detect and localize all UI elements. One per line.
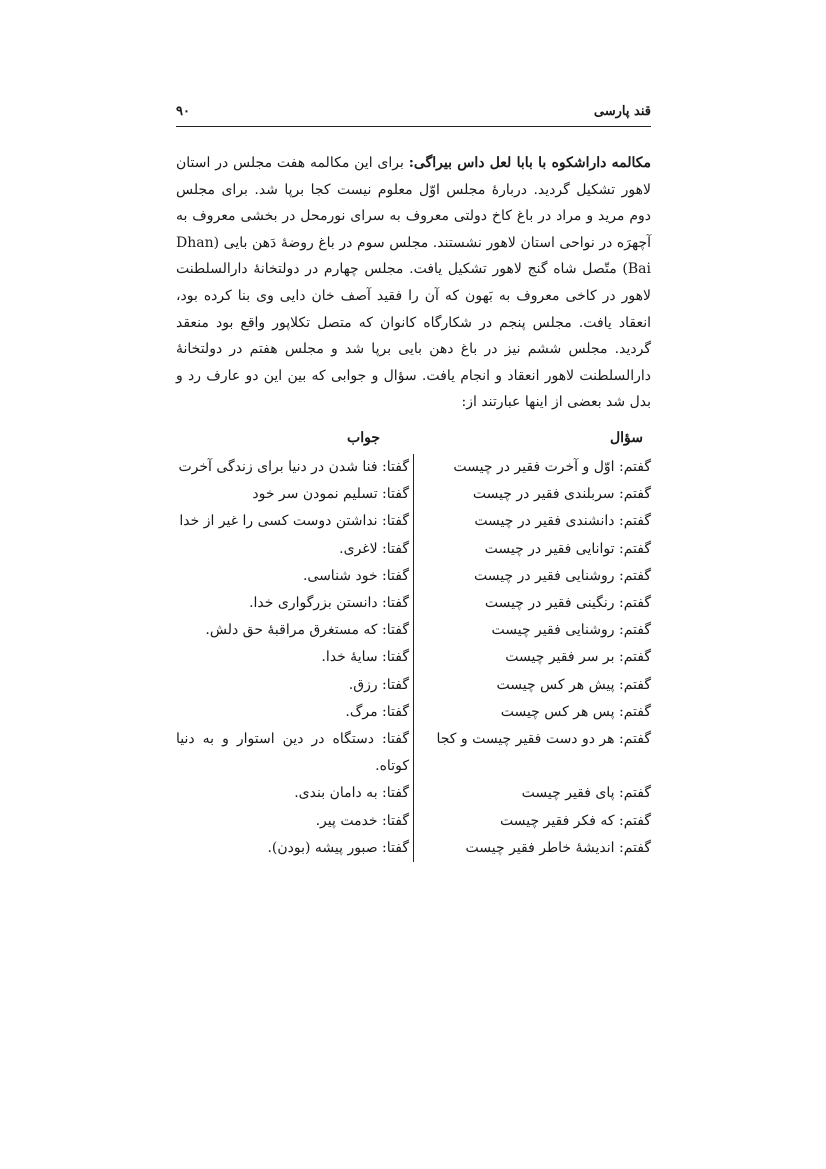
answer-cell: گفتا: صبور پیشه (بودن).	[267, 839, 409, 856]
question-cell: گفتم: پای فقیر چیست	[521, 785, 651, 802]
answer-line: گفتا: دستگاه در دین استوار و به دنیا	[176, 731, 409, 748]
question-cell: گفتم: بر سر فقیر چیست	[505, 649, 651, 666]
answer-cell: گفتا: سایۀ خدا.	[321, 649, 409, 666]
question-column-header: سؤال	[609, 430, 643, 446]
question-cell: گفتم: پس هر کس چیست	[500, 703, 651, 720]
question-cell: گفتم: سربلندی فقیر در چیست	[472, 486, 651, 503]
answer-cell: گفتا: خود شناسی.	[302, 567, 409, 584]
page-number: ۹۰	[176, 104, 190, 119]
answer-cell: گفتا: دانستن بزرگواری خدا.	[249, 595, 409, 612]
book-title: قند پارسی	[593, 104, 651, 119]
qa-column-headers	[176, 430, 651, 452]
answer-cell: گفتا: به دامان بندی.	[294, 785, 409, 802]
answer-cell: گفتا: خدمت پیر.	[315, 812, 409, 829]
answer-cell	[176, 726, 413, 780]
answer-cell: گفتا: فنا شدن در دنیا برای زندگی آخرت	[178, 459, 409, 475]
answer-column-header: جواب	[347, 430, 380, 446]
paragraph-body: برای این مکالمه هفت مجلس در استان لاهور تشکیل گردید. دربارۀ مجلس اوّل معلوم نیست کجا برپا شد. برای مجلس دوم مرید و مراد در باغ کاخ دولتی معروف به سرای نورمحل در بخشی معروف به آچهرَه در نواحی استان لاهور نشستند. مجلس سوم در باغ روضۀ دَهن بایی (Dhan Bai) متّصل شاه گنج لاهور تشکیل یافت. مجلس چهارم در دولتخانۀ دارالسلطنت لاهور در کاخی معروف به بَهون که آن را فقید آصف خان دایی وی بنا کرده بود، انعقاد یافت. مجلس پنجم در شکارگاه کانوان که متصل تکلاپور واقع بود منعقد گردید. مجلس ششم نیز در باغ دهن بایی برپا شد و مجلس هفتم در دولتخانۀ دارالسلطنت لاهور انعقاد و انجام یافت. سؤال و جوابی که بین این دو عارف رد و بدل شد بعضی از اینها عبارتند از:	[176, 155, 651, 411]
question-cell: گفتم: روشنایی فقیر چیست	[491, 622, 651, 639]
answer-cell: گفتا: رزق.	[348, 676, 409, 693]
intro-paragraph	[176, 150, 651, 416]
qa-table	[176, 454, 651, 862]
question-cell: گفتم: توانایی فقیر در چیست	[484, 540, 651, 557]
answer-cell: گفتا: که مستغرق مراقبۀ حق دلش.	[205, 622, 409, 639]
answer-cell: گفتا: لاغری.	[339, 540, 409, 557]
question-cell: گفتم: پیش هر کس چیست	[496, 676, 651, 693]
question-cell: گفتم: رنگینی فقیر در چیست	[484, 595, 651, 612]
answer-line: کوتاه.	[375, 758, 409, 775]
column-divider	[413, 454, 414, 862]
question-cell: گفتم: اندیشۀ خاطر فقیر چیست	[465, 839, 651, 856]
question-cell: گفتم: دانشندی فقیر در چیست	[474, 513, 651, 530]
question-cell: گفتم: که فکر فقیر چیست	[500, 812, 651, 829]
question-cell: گفتم: روشنایی فقیر در چیست	[474, 567, 651, 584]
answer-cell: گفتا: نداشتن دوست کسی را غیر از خدا	[179, 513, 409, 530]
question-cell: گفتم: هر دو دست فقیر چیست و کجا	[436, 731, 651, 748]
running-header	[176, 98, 651, 127]
question-cell: گفتم: اوّل و آخرت فقیر در چیست	[453, 459, 651, 475]
paragraph-lead: مکالمه داراشکوه با بابا لعل داس بیراگی:	[408, 155, 652, 171]
answer-cell: گفتا: مرگ.	[345, 703, 409, 720]
answer-cell: گفتا: تسلیم نمودن سر خود	[252, 486, 409, 503]
